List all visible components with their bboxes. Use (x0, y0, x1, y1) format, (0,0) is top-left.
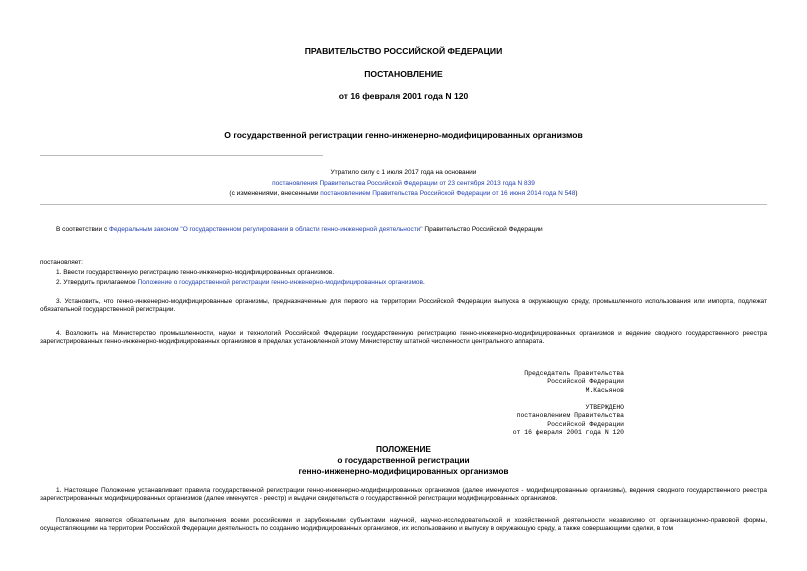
decides-label: постановляет: (40, 259, 83, 266)
amendments-line: (с изменениями, внесенными постановлением Правительства Российской Федерации от 16 июня 2014 года N 548) (229, 190, 578, 197)
approval-stamp: УТВЕРЖДЕНО постановлением Правительства Российской Федерации от 16 февраля 2001 года N 120 (512, 404, 624, 436)
signature-block: Председатель Правительства Российской Федерации М.Касьянов (524, 370, 624, 394)
item-1: 1. Ввести государственную регистрацию генно-инженерно-модифицированных организмов. (56, 269, 335, 276)
government-heading: ПРАВИТЕЛЬСТВО РОССИЙСКОЙ ФЕДЕРАЦИИ (304, 46, 503, 56)
status-source-line (0, 180, 807, 188)
document-date-number: от 16 февраля 2001 года N 120 (338, 91, 469, 101)
item-4: 4. Возложить на Министерство промышленности, науки и технологий Российской Федерации государственную регистрацию генно-инженерно-модифицированных организмов и ведение сводного государственного реестра зарегистрированных генно-инженерно-модифицированных организмов в пределах установленной этому Министерству штатной численности центрального аппарата. (40, 330, 767, 346)
item-2: 2. Утвердить прилагаемое Положение о государственной регистрации генно-инженерно-модифицированных организмов. (56, 279, 425, 286)
federal-law-link[interactable]: Федеральным законом "О государственном регулировании в области генно-инженерной деятельности" (109, 226, 423, 233)
divider-top (40, 155, 323, 156)
repeal-act-link[interactable]: постановления Правительства Российской Федерации от 23 сентября 2013 года N 839 (272, 180, 535, 187)
item-3: 3. Установить, что генно-инженерно-модифицированные организмы, предназначенные для первого на территории Российской Федерации выпуска в окружающую среду, промышленного использования или импорта, подлежат обязательной государственной регистрации. (40, 298, 767, 314)
amendment-act-link[interactable]: постановлением Правительства Российской Федерации от 16 июня 2014 года N 548 (320, 190, 576, 197)
document-title: О государственной регистрации генно-инженерно-модифицированных организмов (224, 130, 583, 140)
regulation-paragraph-1: 1. Настоящее Положение устанавливает правила государственной регистрации генно-инженерно-модифицированных организмов (далее именуются - модифицированные организмы), ведения сводного государственного реестра зарегистрированных модифицированных организмов (далее именуется - реестр) и выдачи свидетельств о государственной регистрации модифицированных организмов. (40, 487, 767, 503)
regulation-title: ПОЛОЖЕНИЕ о государственной регистрации генно-инженерно-модифицированных организмов (298, 444, 509, 476)
status-note: Утратило силу с 1 июля 2017 года на основании (330, 169, 477, 176)
document-type: ПОСТАНОВЛЕНИЕ (364, 69, 443, 79)
regulation-paragraph-2: Положение является обязательным для выполнения всеми российскими и зарубежными субъектами научной, научно-исследовательской и хозяйственной деятельности независимо от организационно-правовой формы, осуществляющими на территории Российской Федерации деятельность по созданию модифицированных организмов, их использованию и выпуску в окружающую среду, а также совершающими сделки, в том (40, 517, 767, 533)
regulation-link[interactable]: Положение о государственной регистрации генно-инженерно-модифицированных организмов (137, 279, 424, 286)
preamble: В соответствии с Федеральным законом "О государственном регулировании в области генно-инженерной деятельности" Правительство Российской Федерации (56, 226, 543, 233)
divider-bottom (40, 204, 767, 205)
